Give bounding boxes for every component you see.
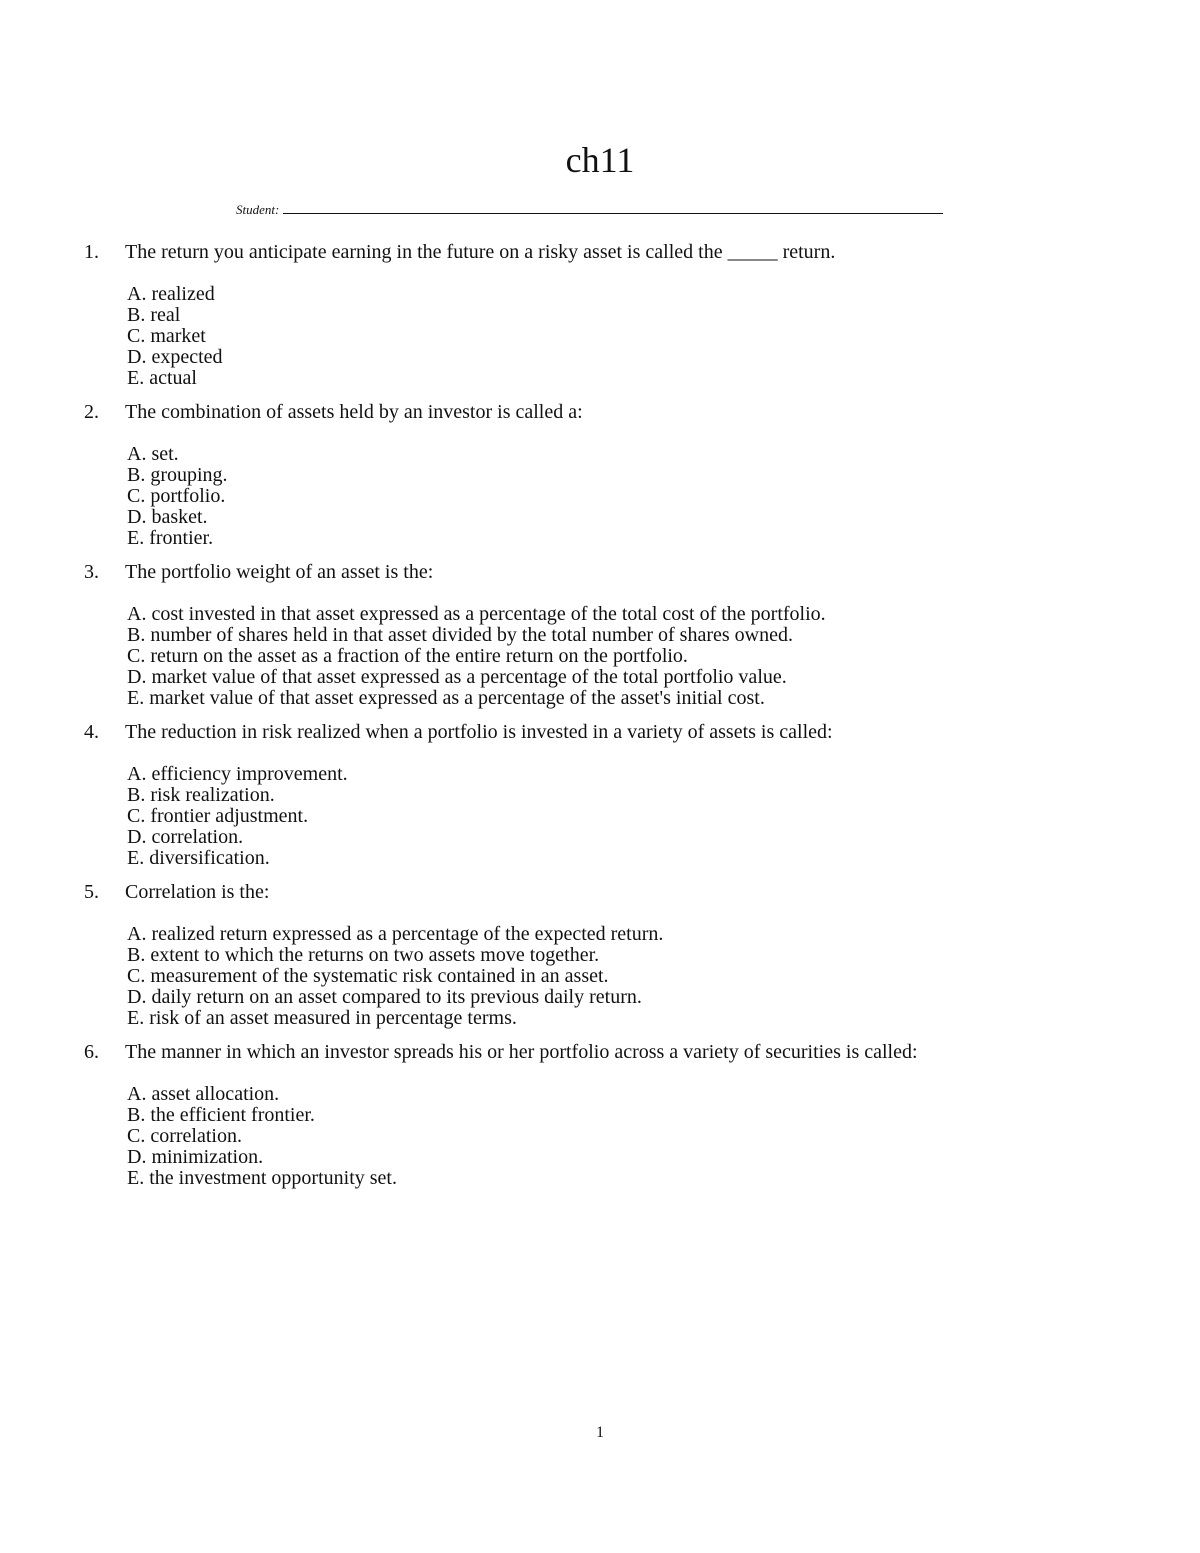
option-d: D. daily return on an asset compared to its previous daily return. [127,986,642,1008]
option-d: D. basket. [127,506,208,528]
option-b: B. the efficient frontier. [127,1104,315,1126]
student-name-line [236,202,943,226]
question-text: The return you anticipate earning in the future on a risky asset is called the _____ return. [125,241,836,263]
question-number: 6. [84,1041,99,1063]
option-b: B. real [127,304,181,326]
question-text: The portfolio weight of an asset is the: [125,561,434,583]
option-d: D. market value of that asset expressed as a percentage of the total portfolio value. [127,666,787,688]
question-2 [84,400,1164,549]
option-b: B. number of shares held in that asset divided by the total number of shares owned. [127,624,793,646]
question-stem [84,880,1164,904]
student-label: Student: [236,202,280,217]
option-e: E. the investment opportunity set. [127,1167,397,1189]
question-text: The reduction in risk realized when a portfolio is invested in a variety of assets is called: [125,721,833,743]
question-number: 4. [84,721,99,743]
option-c: C. correlation. [127,1125,242,1147]
answer-options [84,924,1164,1029]
question-3 [84,560,1164,709]
option-e: E. frontier. [127,527,214,549]
question-number: 5. [84,881,99,903]
option-e: E. diversification. [127,847,270,869]
option-a: A. set. [127,443,179,465]
question-stem [84,720,1164,744]
question-text: The combination of assets held by an investor is called a: [125,401,583,423]
option-c: C. market [127,325,206,347]
option-a: A. efficiency improvement. [127,763,348,785]
answer-options [84,1084,1164,1189]
answer-options [84,444,1164,549]
question-text: The manner in which an investor spreads his or her portfolio across a variety of securities is called: [125,1041,918,1063]
option-d: D. correlation. [127,826,244,848]
answer-options [84,284,1164,389]
answer-options [84,764,1164,869]
question-list [84,240,1164,1200]
option-b: B. extent to which the returns on two assets move together. [127,944,600,966]
option-a: A. asset allocation. [127,1083,280,1105]
question-stem [84,560,1164,584]
option-e: E. risk of an asset measured in percentage terms. [127,1007,517,1029]
question-1 [84,240,1164,389]
question-6 [84,1040,1164,1189]
option-a: A. cost invested in that asset expressed as a percentage of the total cost of the portfolio. [127,603,826,625]
option-c: C. measurement of the systematic risk contained in an asset. [127,965,609,987]
option-c: C. frontier adjustment. [127,805,309,827]
question-stem [84,400,1164,424]
question-number: 3. [84,561,99,583]
option-c: C. return on the asset as a fraction of the entire return on the portfolio. [127,645,688,667]
option-d: D. expected [127,346,223,368]
option-d: D. minimization. [127,1146,264,1168]
question-stem [84,240,1164,264]
question-4 [84,720,1164,869]
option-a: A. realized return expressed as a percentage of the expected return. [127,923,664,945]
question-number: 1. [84,241,99,263]
option-e: E. actual [127,367,197,389]
page-number: 1 [596,1424,604,1441]
option-b: B. risk realization. [127,784,275,806]
option-c: C. portfolio. [127,485,226,507]
option-e: E. market value of that asset expressed as a percentage of the asset's initial cost. [127,687,765,709]
question-stem [84,1040,1164,1064]
option-a: A. realized [127,283,215,305]
page-title: ch11 [565,140,635,180]
answer-options [84,604,1164,709]
question-5 [84,880,1164,1029]
question-number: 2. [84,401,99,423]
question-text: Correlation is the: [125,881,270,903]
student-name-blank [283,203,943,214]
option-b: B. grouping. [127,464,228,486]
